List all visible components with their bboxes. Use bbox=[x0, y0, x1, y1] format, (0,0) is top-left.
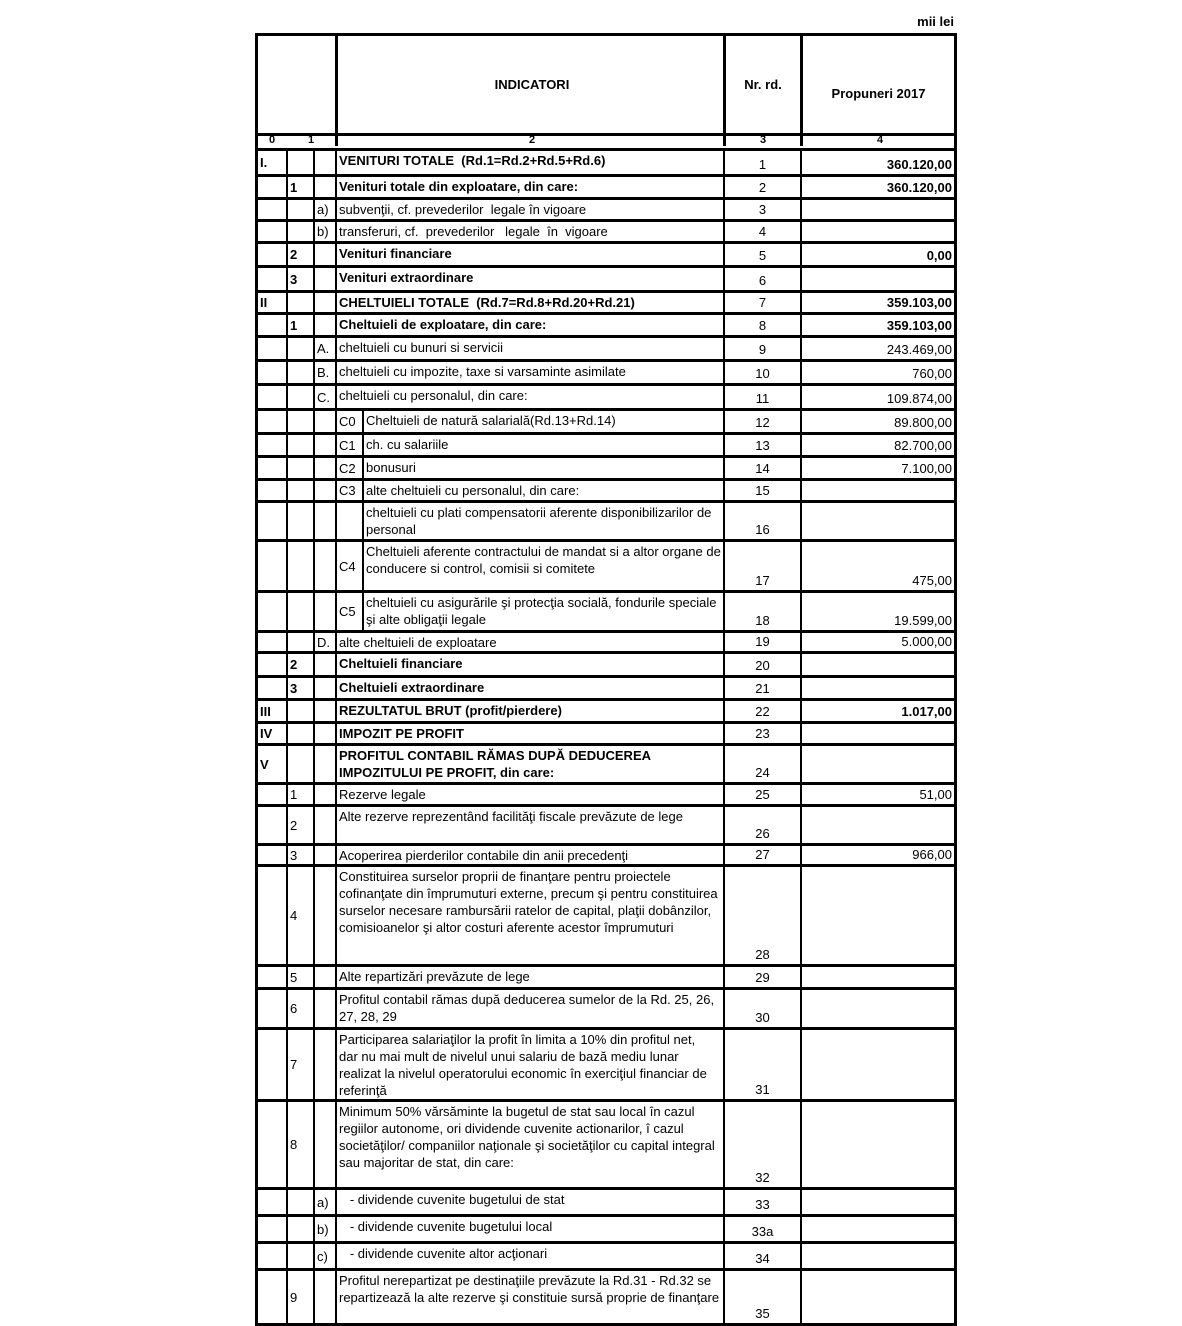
sub-letter: D. bbox=[313, 633, 335, 651]
sub-letter bbox=[313, 746, 335, 782]
table-row bbox=[258, 481, 954, 503]
item-number bbox=[286, 633, 313, 651]
indicator-label: alte cheltuieli de exploatare bbox=[335, 633, 723, 651]
table-row bbox=[258, 1244, 954, 1271]
indicator-label: Cheltuieli financiare bbox=[335, 654, 723, 675]
indicator-label: Profitul contabil rămas după deducerea sumelor de la Rd. 25, 26, 27, 28, 29 bbox=[335, 990, 723, 1027]
propuneri-value bbox=[800, 503, 954, 539]
row-number: 15 bbox=[723, 481, 800, 500]
propuneri-value: 89.800,00 bbox=[800, 411, 954, 432]
section-roman-numeral bbox=[258, 338, 286, 359]
table-row bbox=[258, 1190, 954, 1217]
table-row bbox=[258, 654, 954, 678]
propuneri-value: 7.100,00 bbox=[800, 458, 954, 478]
row-number: 33a bbox=[723, 1217, 800, 1241]
sub-letter bbox=[313, 967, 335, 987]
item-number: 1 bbox=[286, 785, 313, 804]
indicator-label: subvenţii, cf. prevederilor legale în vigoare bbox=[335, 200, 723, 219]
row-number: 1 bbox=[723, 151, 800, 174]
propuneri-value bbox=[800, 1271, 954, 1323]
item-number: 8 bbox=[286, 1102, 313, 1187]
propuneri-value bbox=[800, 967, 954, 987]
indicator-label: CHELTUIELI TOTALE (Rd.7=Rd.8+Rd.20+Rd.21) bbox=[335, 293, 723, 312]
table-row bbox=[258, 386, 954, 411]
propuneri-value: 360.120,00 bbox=[800, 177, 954, 197]
row-number: 20 bbox=[723, 654, 800, 675]
indicator-label: PROFITUL CONTABIL RĂMAS DUPĂ DEDUCEREA IMPOZITULUI PE PROFIT, din care: bbox=[335, 746, 723, 782]
indicator-label: alte cheltuieli cu personalul, din care: bbox=[362, 481, 723, 500]
indicator-label: - dividende cuvenite bugetului de stat bbox=[335, 1190, 723, 1214]
sub-letter bbox=[313, 315, 335, 335]
item-number bbox=[286, 503, 313, 539]
indicator-label: Participarea salariaţilor la profit în limita a 10% din profitul net, dar nu mai mult de nivelul unui salariu de bază mediu lunar realizat la nivelul operatorului economic în exerciţiul financiar de referinţă bbox=[335, 1030, 723, 1099]
section-roman-numeral bbox=[258, 177, 286, 197]
section-roman-numeral bbox=[258, 867, 286, 964]
section-roman-numeral bbox=[258, 222, 286, 241]
table-row bbox=[258, 411, 954, 435]
row-number: 10 bbox=[723, 362, 800, 383]
propuneri-value bbox=[800, 746, 954, 782]
propuneri-value bbox=[800, 678, 954, 698]
sub-letter bbox=[313, 268, 335, 290]
propuneri-value bbox=[800, 807, 954, 843]
indicator-label: Rezerve legale bbox=[335, 785, 723, 804]
col-number-4: 4 bbox=[800, 134, 957, 146]
section-roman-numeral bbox=[258, 386, 286, 408]
item-number: 7 bbox=[286, 1030, 313, 1099]
sub-letter bbox=[313, 846, 335, 864]
propuneri-value: 109.874,00 bbox=[800, 386, 954, 408]
sub-code: C1 bbox=[335, 435, 362, 455]
item-number: 1 bbox=[286, 315, 313, 335]
item-number: 3 bbox=[286, 268, 313, 290]
row-number: 24 bbox=[723, 746, 800, 782]
section-roman-numeral: V bbox=[260, 756, 269, 772]
section-roman-numeral bbox=[258, 633, 286, 651]
item-number: 3 bbox=[286, 678, 313, 698]
section-roman-numeral bbox=[258, 435, 286, 455]
row-number: 34 bbox=[723, 1244, 800, 1268]
section-roman-numeral bbox=[258, 1190, 286, 1214]
section-roman-numeral: IV bbox=[260, 726, 273, 741]
section-roman-numeral bbox=[258, 200, 286, 219]
sub-letter bbox=[313, 1030, 335, 1099]
propuneri-value bbox=[800, 1102, 954, 1187]
item-number bbox=[286, 411, 313, 432]
row-number: 4 bbox=[723, 222, 800, 241]
propuneri-value: 475,00 bbox=[800, 542, 954, 590]
propuneri-value: 19.599,00 bbox=[800, 593, 954, 630]
propuneri-value: 243.469,00 bbox=[800, 338, 954, 359]
section-roman-numeral bbox=[258, 1217, 286, 1241]
col-number-0: 0 bbox=[268, 134, 276, 146]
unit-label: mii lei bbox=[917, 14, 954, 29]
section-roman-numeral bbox=[258, 807, 286, 843]
indicator-label: Profitul nerepartizat pe destinaţiile prevăzute la Rd.31 - Rd.32 se repartizează la alte rezerve şi constituie sursă proprie de finanţare bbox=[335, 1271, 723, 1323]
propuneri-value bbox=[800, 990, 954, 1027]
sub-letter bbox=[313, 411, 335, 432]
row-number: 29 bbox=[723, 967, 800, 987]
indicator-label: Minimum 50% vărsăminte la bugetul de stat sau local în cazul regiilor autonome, ori dividende cuvenite actionarilor, î cazul societăţilor/ companiilor naţionale şi societăţilor cu capital integral sau majoritar de stat, din care: bbox=[335, 1102, 723, 1187]
indicator-label: REZULTATUL BRUT (profit/pierdere) bbox=[335, 701, 723, 721]
sub-letter bbox=[313, 177, 335, 197]
propuneri-value: 1.017,00 bbox=[800, 701, 954, 721]
table-row bbox=[258, 435, 954, 458]
indicator-label: - dividende cuvenite altor acţionari bbox=[335, 1244, 723, 1268]
section-roman-numeral bbox=[258, 411, 286, 432]
row-number: 14 bbox=[723, 458, 800, 478]
col-number-2: 2 bbox=[335, 134, 726, 146]
table-row bbox=[258, 785, 954, 807]
table-row bbox=[258, 268, 954, 293]
propuneri-value bbox=[800, 268, 954, 290]
propuneri-value: 359.103,00 bbox=[800, 293, 954, 312]
sub-letter: c) bbox=[313, 1244, 335, 1268]
sub-letter: b) bbox=[313, 222, 335, 241]
sub-letter bbox=[313, 151, 335, 174]
sub-letter bbox=[313, 990, 335, 1027]
section-roman-numeral bbox=[258, 654, 286, 675]
sub-letter bbox=[313, 724, 335, 743]
sub-letter bbox=[313, 785, 335, 804]
row-number: 25 bbox=[723, 785, 800, 804]
row-number: 2 bbox=[723, 177, 800, 197]
row-number: 32 bbox=[723, 1102, 800, 1187]
indicator-label: IMPOZIT PE PROFIT bbox=[335, 724, 723, 743]
row-number: 33 bbox=[723, 1190, 800, 1214]
table-row bbox=[258, 593, 954, 633]
sub-code: C2 bbox=[335, 458, 362, 478]
item-number: 9 bbox=[286, 1271, 313, 1323]
sub-letter bbox=[313, 293, 335, 312]
propuneri-value bbox=[800, 1244, 954, 1268]
section-roman-numeral bbox=[258, 846, 286, 864]
indicator-label: Venituri financiare bbox=[335, 244, 723, 265]
item-number bbox=[286, 151, 313, 174]
table-row bbox=[258, 338, 954, 362]
row-number: 30 bbox=[723, 990, 800, 1027]
propuneri-value: 82.700,00 bbox=[800, 435, 954, 455]
table-row bbox=[258, 362, 954, 386]
table-row bbox=[258, 200, 954, 222]
section-roman-numeral bbox=[258, 967, 286, 987]
table-row bbox=[258, 1030, 954, 1102]
row-number: 6 bbox=[723, 268, 800, 290]
sub-code bbox=[335, 503, 362, 539]
section-roman-numeral bbox=[258, 785, 286, 804]
row-number: 35 bbox=[723, 1271, 800, 1323]
sub-letter bbox=[313, 1102, 335, 1187]
sub-letter bbox=[313, 244, 335, 265]
sub-letter bbox=[313, 867, 335, 964]
item-number bbox=[286, 1244, 313, 1268]
row-number: 27 bbox=[723, 846, 800, 864]
indicator-label: Cheltuieli de natură salarială(Rd.13+Rd.14) bbox=[362, 411, 723, 432]
indicator-label: bonusuri bbox=[362, 458, 723, 478]
sub-letter: a) bbox=[313, 200, 335, 219]
header-nr-rd: Nr. rd. bbox=[723, 36, 800, 133]
propuneri-value bbox=[800, 222, 954, 241]
table-row bbox=[258, 967, 954, 990]
row-number: 11 bbox=[723, 386, 800, 408]
section-roman-numeral bbox=[258, 990, 286, 1027]
propuneri-value: 360.120,00 bbox=[800, 151, 954, 174]
section-roman-numeral bbox=[258, 244, 286, 265]
indicator-label: cheltuieli cu impozite, taxe si varsaminte asimilate bbox=[335, 362, 723, 383]
indicator-label: ch. cu salariile bbox=[362, 435, 723, 455]
col-number-1: 1 bbox=[307, 134, 315, 146]
sub-letter bbox=[313, 701, 335, 721]
item-number bbox=[286, 701, 313, 721]
item-number bbox=[286, 542, 313, 590]
row-number: 8 bbox=[723, 315, 800, 335]
indicator-label: Acoperirea pierderilor contabile din anii precedenţi bbox=[335, 846, 723, 864]
col-number-3: 3 bbox=[723, 134, 800, 146]
column-numbers-row bbox=[258, 136, 954, 151]
section-roman-numeral bbox=[258, 593, 286, 630]
sub-letter: a) bbox=[313, 1190, 335, 1214]
item-number: 4 bbox=[286, 867, 313, 964]
sub-letter: A. bbox=[313, 338, 335, 359]
table-row bbox=[258, 542, 954, 593]
indicator-label: Cheltuieli extraordinare bbox=[335, 678, 723, 698]
item-number: 1 bbox=[286, 177, 313, 197]
table-row bbox=[258, 222, 954, 244]
propuneri-value bbox=[800, 1190, 954, 1214]
row-number: 28 bbox=[723, 867, 800, 964]
sub-letter bbox=[313, 807, 335, 843]
row-number: 23 bbox=[723, 724, 800, 743]
sub-letter bbox=[313, 654, 335, 675]
propuneri-value bbox=[800, 654, 954, 675]
section-roman-numeral bbox=[258, 1102, 286, 1187]
propuneri-value: 966,00 bbox=[800, 846, 954, 864]
section-roman-numeral bbox=[258, 362, 286, 383]
sub-letter bbox=[313, 503, 335, 539]
item-number: 3 bbox=[286, 846, 313, 864]
table-row bbox=[258, 458, 954, 481]
sub-code: C5 bbox=[335, 593, 362, 630]
table-row bbox=[258, 244, 954, 268]
sub-code: C0 bbox=[335, 411, 362, 432]
section-roman-numeral: I. bbox=[260, 155, 268, 170]
sub-letter bbox=[313, 1271, 335, 1323]
table-header bbox=[258, 36, 954, 136]
indicator-label: Venituri totale din exploatare, din care: bbox=[335, 177, 723, 197]
propuneri-value bbox=[800, 1217, 954, 1241]
table-row bbox=[258, 724, 954, 746]
item-number bbox=[286, 293, 313, 312]
table-row bbox=[258, 678, 954, 701]
section-roman-numeral: II bbox=[260, 295, 268, 310]
row-number: 26 bbox=[723, 807, 800, 843]
section-roman-numeral bbox=[258, 1244, 286, 1268]
item-number bbox=[286, 1190, 313, 1214]
row-number: 13 bbox=[723, 435, 800, 455]
row-number: 18 bbox=[723, 593, 800, 630]
row-number: 7 bbox=[723, 293, 800, 312]
table-row bbox=[258, 990, 954, 1030]
section-roman-numeral: III bbox=[260, 703, 271, 719]
item-number: 5 bbox=[286, 967, 313, 987]
propuneri-value bbox=[800, 200, 954, 219]
sub-letter bbox=[313, 435, 335, 455]
sub-code: C3 bbox=[335, 481, 362, 500]
sub-letter bbox=[313, 678, 335, 698]
propuneri-value: 0,00 bbox=[800, 244, 954, 265]
table-row bbox=[258, 503, 954, 542]
propuneri-value: 760,00 bbox=[800, 362, 954, 383]
row-number: 3 bbox=[723, 200, 800, 219]
row-number: 19 bbox=[723, 633, 800, 651]
row-number: 31 bbox=[723, 1030, 800, 1099]
table-row bbox=[258, 701, 954, 724]
section-roman-numeral bbox=[258, 1030, 286, 1099]
budget-table bbox=[255, 33, 957, 1326]
row-number: 9 bbox=[723, 338, 800, 359]
sub-letter: B. bbox=[313, 362, 335, 383]
propuneri-value bbox=[800, 867, 954, 964]
indicator-label: Cheltuieli aferente contractului de mandat si a altor organe de conducere si control, comisii si comitete bbox=[362, 542, 723, 590]
item-number bbox=[286, 724, 313, 743]
propuneri-value bbox=[800, 724, 954, 743]
indicator-label: - dividende cuvenite bugetului local bbox=[335, 1217, 723, 1241]
indicator-label: Alte repartizări prevăzute de lege bbox=[335, 967, 723, 987]
propuneri-value: 359.103,00 bbox=[800, 315, 954, 335]
item-number bbox=[286, 1217, 313, 1241]
section-roman-numeral bbox=[258, 678, 286, 698]
indicator-label: cheltuieli cu plati compensatorii aferente disponibilizarilor de personal bbox=[362, 503, 723, 539]
table-row bbox=[258, 633, 954, 654]
table-row bbox=[258, 151, 954, 177]
propuneri-value: 5.000,00 bbox=[800, 633, 954, 651]
section-roman-numeral bbox=[258, 542, 286, 590]
table-row bbox=[258, 315, 954, 338]
header-propuneri: Propuneri 2017 bbox=[800, 36, 954, 133]
sub-letter bbox=[313, 593, 335, 630]
item-number: 2 bbox=[286, 654, 313, 675]
item-number: 2 bbox=[286, 807, 313, 843]
table-row bbox=[258, 807, 954, 846]
row-number: 21 bbox=[723, 678, 800, 698]
item-number bbox=[286, 746, 313, 782]
indicator-label: cheltuieli cu asigurările şi protecţia socială, fondurile speciale şi alte obligaţii legale bbox=[362, 593, 723, 630]
row-number: 12 bbox=[723, 411, 800, 432]
propuneri-value bbox=[800, 1030, 954, 1099]
table-row bbox=[258, 846, 954, 867]
table-row bbox=[258, 746, 954, 785]
indicator-label: VENITURI TOTALE (Rd.1=Rd.2+Rd.5+Rd.6) bbox=[335, 151, 723, 174]
item-number: 6 bbox=[286, 990, 313, 1027]
item-number bbox=[286, 435, 313, 455]
row-number: 17 bbox=[723, 542, 800, 590]
section-roman-numeral bbox=[258, 268, 286, 290]
item-number bbox=[286, 362, 313, 383]
item-number bbox=[286, 222, 313, 241]
section-roman-numeral bbox=[258, 458, 286, 478]
row-number: 5 bbox=[723, 244, 800, 265]
indicator-label: cheltuieli cu bunuri si servicii bbox=[335, 338, 723, 359]
sub-letter bbox=[313, 458, 335, 478]
table-row bbox=[258, 1102, 954, 1190]
table-row bbox=[258, 1217, 954, 1244]
row-number: 22 bbox=[723, 701, 800, 721]
table-row bbox=[258, 293, 954, 315]
indicator-label: Cheltuieli de exploatare, din care: bbox=[335, 315, 723, 335]
table-row bbox=[258, 177, 954, 200]
item-number bbox=[286, 593, 313, 630]
item-number bbox=[286, 458, 313, 478]
sub-letter: b) bbox=[313, 1217, 335, 1241]
sub-code: C4 bbox=[335, 542, 362, 590]
header-indicatori: INDICATORI bbox=[335, 36, 726, 133]
indicator-label: transferuri, cf. prevederilor legale în vigoare bbox=[335, 222, 723, 241]
sub-letter: C. bbox=[313, 386, 335, 408]
section-roman-numeral bbox=[258, 481, 286, 500]
item-number bbox=[286, 386, 313, 408]
indicator-label: Alte rezerve reprezentând facilităţi fiscale prevăzute de lege bbox=[335, 807, 723, 843]
item-number bbox=[286, 481, 313, 500]
propuneri-value bbox=[800, 481, 954, 500]
row-number: 16 bbox=[723, 503, 800, 539]
item-number: 2 bbox=[286, 244, 313, 265]
table-body bbox=[258, 151, 954, 1323]
sub-letter bbox=[313, 542, 335, 590]
indicator-label: Constituirea surselor proprii de finanţare pentru proiectele cofinanţate din împrumuturi externe, precum şi pentru constituirea surselor necesare rambursării ratelor de capital, plaţii dobânzilor, comisioanelor şi altor costuri aferente acestor împrumuturi bbox=[335, 867, 723, 964]
item-number bbox=[286, 200, 313, 219]
indicator-label: Venituri extraordinare bbox=[335, 268, 723, 290]
propuneri-value: 51,00 bbox=[800, 785, 954, 804]
sub-letter bbox=[313, 481, 335, 500]
table-row bbox=[258, 867, 954, 967]
section-roman-numeral bbox=[258, 1271, 286, 1323]
section-roman-numeral bbox=[258, 315, 286, 335]
indicator-label: cheltuieli cu personalul, din care: bbox=[335, 386, 723, 408]
table-row bbox=[258, 1271, 954, 1323]
item-number bbox=[286, 338, 313, 359]
section-roman-numeral bbox=[258, 503, 286, 539]
